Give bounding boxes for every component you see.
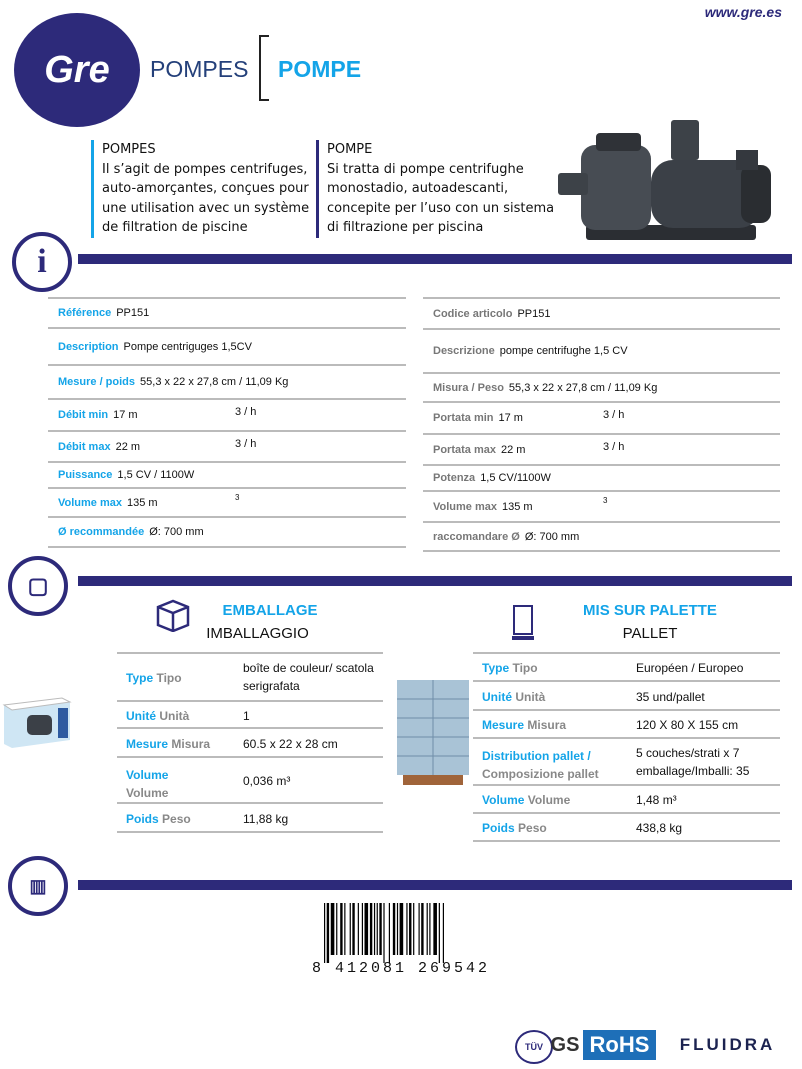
spec-row [48, 487, 406, 516]
intro-fr [91, 140, 322, 238]
spec-value: PP151 [517, 307, 551, 320]
table-divider [473, 840, 780, 842]
spec-value: PP151 [116, 307, 150, 319]
row-label [482, 791, 625, 809]
spec-row [423, 297, 780, 328]
label-it: Misura [527, 718, 567, 732]
row-label [482, 659, 625, 677]
spec-value: 135 m [127, 496, 158, 509]
spec-value: Pompe centriguges 1,5CV [123, 340, 252, 353]
spec-unit: 3 / h [235, 406, 257, 418]
spec-value: 17 m [113, 409, 138, 421]
rohs-logo: RoHS [583, 1030, 656, 1060]
spec-row [423, 401, 780, 433]
spec-label: Débit max [58, 440, 111, 453]
row-value: boîte de couleur/ scatola serigrafata [243, 661, 374, 693]
spec-label: Volume max [433, 500, 497, 513]
barcode-bar [336, 903, 337, 955]
label-it: Misura [171, 736, 211, 751]
spec-label: Ø recommandée [58, 526, 145, 538]
row-label [482, 819, 625, 837]
spec-label: Puissance [58, 469, 113, 481]
barcode-bar [379, 903, 381, 955]
label-it: Tipo [156, 671, 182, 685]
barcode-search-icon: ▥ [8, 856, 68, 916]
gre-logo [14, 13, 140, 127]
barcode-bar [370, 903, 372, 955]
row-label [126, 735, 232, 753]
row-label [482, 716, 625, 734]
spec-value: 22 m [500, 443, 526, 456]
spec-unit: 3 / h [603, 440, 625, 453]
barcode-bar [327, 903, 329, 963]
table-row [117, 652, 383, 702]
spec-label: raccomandare Ø [433, 530, 520, 543]
spec-unit: 3 [603, 496, 608, 505]
pallet-title: MIS SUR PALETTE [583, 602, 717, 619]
pump-image [556, 115, 786, 250]
barcode-bar [352, 903, 354, 955]
spec-label: Débit min [58, 409, 109, 421]
spec-row [48, 516, 406, 546]
info-icon: i [12, 232, 72, 292]
intro-it-text: Si tratta di pompe centrifughe monostadio, autoadescanti, concepite per l’uso con un sistema di filtrazione per piscina [327, 161, 555, 235]
barcode-bar [362, 903, 363, 955]
label-it: Peso [518, 821, 547, 835]
spec-row [423, 433, 780, 464]
tuv-logo: TÜV [515, 1030, 553, 1064]
spec-label: Portata min [433, 412, 494, 424]
label-fr: Distribution pallet / [482, 749, 591, 763]
row-value: 1 [243, 709, 250, 723]
barcode-bar [433, 903, 437, 955]
box-icon: ▢ [8, 556, 68, 616]
spec-row [423, 372, 780, 401]
packaging-subtitle: IMBALLAGGIO [206, 625, 309, 642]
spec-value: 1,5 CV / 1100W [117, 469, 195, 481]
barcode-bar [429, 903, 430, 955]
table-row [473, 812, 780, 842]
barcode-bar [397, 903, 398, 955]
label-it: Volume [527, 793, 571, 807]
barcode-digit-first: 8 [312, 960, 322, 977]
table-row [473, 652, 780, 682]
row-value: Européen / Europeo [636, 661, 744, 675]
spec-value: 1,5 CV/1100W [480, 472, 551, 484]
spec-value: 55,3 x 22 x 27,8 cm / 11,09 Kg [508, 381, 658, 394]
row-value: 60.5 x 22 x 28 cm [243, 736, 338, 751]
spec-label: Descrizione [433, 345, 495, 357]
spec-row-divider [423, 550, 780, 552]
intro-it [316, 140, 567, 238]
barcode-digits-right: 269542 [418, 960, 491, 977]
barcode-bar [419, 903, 420, 955]
spec-row [48, 398, 406, 430]
spec-row [423, 521, 780, 550]
label-it: Peso [162, 811, 191, 826]
barcode-bar [427, 903, 428, 955]
spec-value: 135 m [502, 500, 533, 513]
row-value: 5 couches/strati x 7 emballage/Imballi: 35 [636, 746, 750, 778]
table-row [117, 700, 383, 729]
label-fr: Unité [482, 689, 512, 704]
barcode-bar [358, 903, 359, 955]
spec-row [423, 328, 780, 372]
barcode-bar [324, 903, 325, 963]
label-fr: Mesure [126, 736, 169, 751]
spec-value: 22 m [115, 440, 141, 453]
pallet-icon [510, 604, 538, 644]
label-it: Unità [159, 709, 190, 723]
row-label [482, 688, 625, 706]
table-row [473, 784, 780, 814]
spec-value: 55,3 x 22 x 27,8 cm / 11,09 Kg [140, 376, 289, 388]
spec-row [423, 464, 780, 490]
packaging-title: EMBALLAGE [222, 602, 318, 619]
row-value: 120 X 80 X 155 cm [636, 718, 739, 732]
row-value: 0,036 m³ [243, 774, 291, 788]
barcode-bar [406, 903, 407, 955]
barcode-bar [340, 903, 342, 955]
barcode-bar [374, 903, 375, 955]
spec-label: Portata max [433, 443, 496, 456]
pallet-subtitle: PALLET [622, 625, 678, 642]
label-fr: Type [126, 671, 154, 685]
row-label [126, 810, 232, 828]
spec-unit: 3 / h [235, 437, 257, 450]
barcode [322, 903, 497, 963]
spec-label: Volume max [58, 496, 122, 509]
table-divider [117, 831, 383, 833]
spec-row-divider [48, 546, 406, 548]
spec-unit: 3 [235, 493, 240, 502]
title-it: POMPE [278, 56, 362, 82]
barcode-bar [383, 903, 384, 963]
logo-text: Gre [44, 48, 110, 91]
row-label [126, 707, 232, 725]
intro-it-title: POMPE [327, 142, 373, 157]
table-row [473, 709, 780, 739]
label-it: Volume [126, 786, 169, 800]
barcode-bar [413, 903, 414, 955]
label-fr: Volume [482, 793, 525, 807]
barcode-bar [409, 903, 411, 955]
spec-row [48, 430, 406, 461]
label-fr: Unité [126, 709, 156, 723]
table-row [117, 756, 383, 804]
row-value: 35 und/pallet [636, 689, 705, 704]
box-product-image [2, 690, 72, 750]
spec-label: Mesure / poids [58, 376, 136, 388]
spec-row [423, 490, 780, 521]
spec-row [48, 364, 406, 398]
table-row [117, 802, 383, 833]
spec-unit: 3 / h [603, 409, 625, 421]
website-url[interactable]: www.gre.es [704, 4, 782, 20]
fluidra-logo: FLUIDRA [679, 1035, 776, 1054]
barcode-bar [344, 903, 345, 955]
barcode-bar [331, 903, 335, 955]
table-row [473, 737, 780, 786]
barcode-bar [439, 903, 440, 963]
title-fr: POMPES [150, 56, 249, 82]
bracket-divider [259, 35, 269, 101]
row-label [482, 747, 625, 783]
section-bar-barcode [78, 880, 792, 890]
barcode-bar [421, 903, 423, 955]
spec-value: Ø: 700 mm [524, 530, 580, 543]
pallet-product-image [393, 675, 478, 790]
label-it: Composizione pallet [482, 767, 599, 781]
row-value: 438,8 kg [636, 821, 683, 835]
intro-fr-text: Il s’agit de pompes centrifuges, auto-amorçantes, conçues pour une utilisation avec un système de filtration de piscine [102, 161, 310, 235]
spec-value: 17 m [498, 412, 523, 424]
intro-fr-title: POMPES [102, 142, 156, 157]
label-fr: Volume [126, 768, 169, 782]
spec-label: Référence [58, 307, 112, 319]
barcode-bar [400, 903, 404, 955]
barcode-bar [389, 903, 390, 963]
spec-row [48, 327, 406, 364]
label-fr: Mesure [482, 718, 525, 732]
barcode-bar [393, 903, 395, 955]
barcode-bar [350, 903, 351, 955]
row-value: 1,48 m³ [636, 793, 677, 807]
row-value: 11,88 kg [243, 811, 289, 826]
spec-label: Codice articolo [433, 307, 513, 320]
spec-row [48, 297, 406, 327]
spec-row [48, 461, 406, 487]
spec-value: pompe centrifughe 1,5 CV [499, 345, 628, 357]
barcode-bar [443, 903, 444, 963]
label-fr: Type [482, 661, 510, 675]
barcode-bar [377, 903, 378, 955]
section-bar-packaging [78, 576, 792, 586]
barcode-digits-left: 412081 [335, 960, 408, 977]
spec-label: Potenza [433, 472, 476, 484]
label-it: Tipo [512, 661, 538, 675]
barcode-bar [365, 903, 369, 955]
row-label [126, 669, 232, 687]
section-bar-info [78, 254, 792, 264]
row-label [126, 766, 232, 802]
spec-value: Ø: 700 mm [149, 526, 204, 538]
label-fr: Poids [482, 821, 515, 835]
table-row [473, 680, 780, 711]
label-fr: Poids [126, 811, 159, 826]
spec-label: Misura / Peso [433, 381, 504, 394]
label-it: Unità [515, 689, 546, 704]
gs-logo: GS [550, 1033, 580, 1056]
spec-label: Description [58, 340, 119, 353]
table-row [117, 727, 383, 758]
